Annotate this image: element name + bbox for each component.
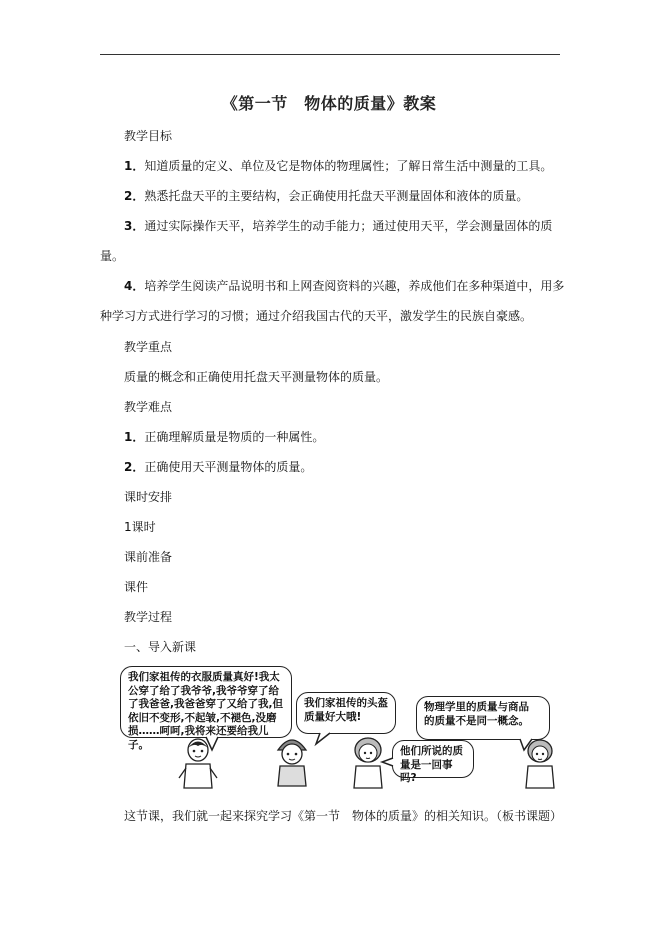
speech-bubble-helmet: 我们家祖传的头盔 质量好大哦! xyxy=(296,692,396,734)
difficulty-2 xyxy=(124,459,312,475)
objective-2-text: 熟悉托盘天平的主要结构，会正确使用托盘天平测量固体和液体的质量。 xyxy=(144,189,529,203)
intro-heading: 一、导入新课 xyxy=(124,640,197,654)
objective-2-number: 2． xyxy=(124,189,145,203)
header-rule xyxy=(100,54,560,55)
difficulty-heading: 教学难点 xyxy=(124,400,173,414)
objective-1 xyxy=(124,158,552,174)
objective-3-continued: 量。 xyxy=(100,249,125,263)
objective-3-text: 通过实际操作天平，培养学生的动手能力；通过使用天平，学会测量固体的质 xyxy=(144,219,553,233)
objectives-heading: 教学目标 xyxy=(124,129,173,143)
key-points-text: 质量的概念和正确使用托盘天平测量物体的质量。 xyxy=(124,370,389,384)
closing-paragraph: 这节课，我们就一起来探究学习《第一节 物体的质量》的相关知识。（板书课题） xyxy=(124,809,563,823)
girl-figure xyxy=(346,736,390,790)
key-points-heading: 教学重点 xyxy=(124,340,173,354)
difficulty-2-text: 正确使用天平测量物体的质量。 xyxy=(144,460,313,474)
objective-4-number: 4． xyxy=(124,279,145,293)
prep-text: 课件 xyxy=(124,580,149,594)
helmet-boy-figure xyxy=(270,732,314,788)
objective-1-text: 知道质量的定义、单位及它是物体的物理属性；了解日常生活中测量的工具。 xyxy=(144,159,553,173)
speech-bubble-clothes: 我们家祖传的衣服质量真好!我太 公穿了给了我爷爷,我爷爷穿了给 了我爸爸,我爸爸穿了又给了我,但 依旧不变形,不起皱,不褪色,没磨 损……呵呵,我将来还要给我儿子。 xyxy=(120,666,292,738)
schedule-text: 1课时 xyxy=(124,520,156,534)
objective-3-number: 3． xyxy=(124,219,145,233)
speech-bubble-physics: 物理学里的质量与商品 的质量不是同一概念。 xyxy=(416,696,550,740)
difficulty-1-number: 1． xyxy=(124,430,145,444)
objective-3 xyxy=(124,218,552,234)
comic-illustration xyxy=(120,666,560,790)
process-heading: 教学过程 xyxy=(124,610,173,624)
document-title: 《第一节 物体的质量》教案 xyxy=(221,94,437,113)
difficulty-2-number: 2． xyxy=(124,460,145,474)
difficulty-1-text: 正确理解质量是物质的一种属性。 xyxy=(144,430,325,444)
objective-4-text: 培养学生阅读产品说明书和上网查阅资料的兴趣，养成他们在多种渠道中，用多 xyxy=(144,279,565,293)
objective-1-number: 1． xyxy=(124,159,145,173)
girl-figure-right xyxy=(520,738,560,790)
objective-4 xyxy=(124,278,564,294)
boy-figure xyxy=(178,738,218,790)
objective-2 xyxy=(124,188,528,204)
objective-4-continued: 种学习方式进行学习的习惯；通过介绍我国古代的天平，激发学生的民族自豪感。 xyxy=(100,309,533,323)
speech-bubble-question: 他们所说的质 量是一回事吗? xyxy=(392,740,474,778)
prep-heading: 课前准备 xyxy=(124,550,173,564)
difficulty-1 xyxy=(124,429,324,445)
schedule-heading: 课时安排 xyxy=(124,490,173,504)
